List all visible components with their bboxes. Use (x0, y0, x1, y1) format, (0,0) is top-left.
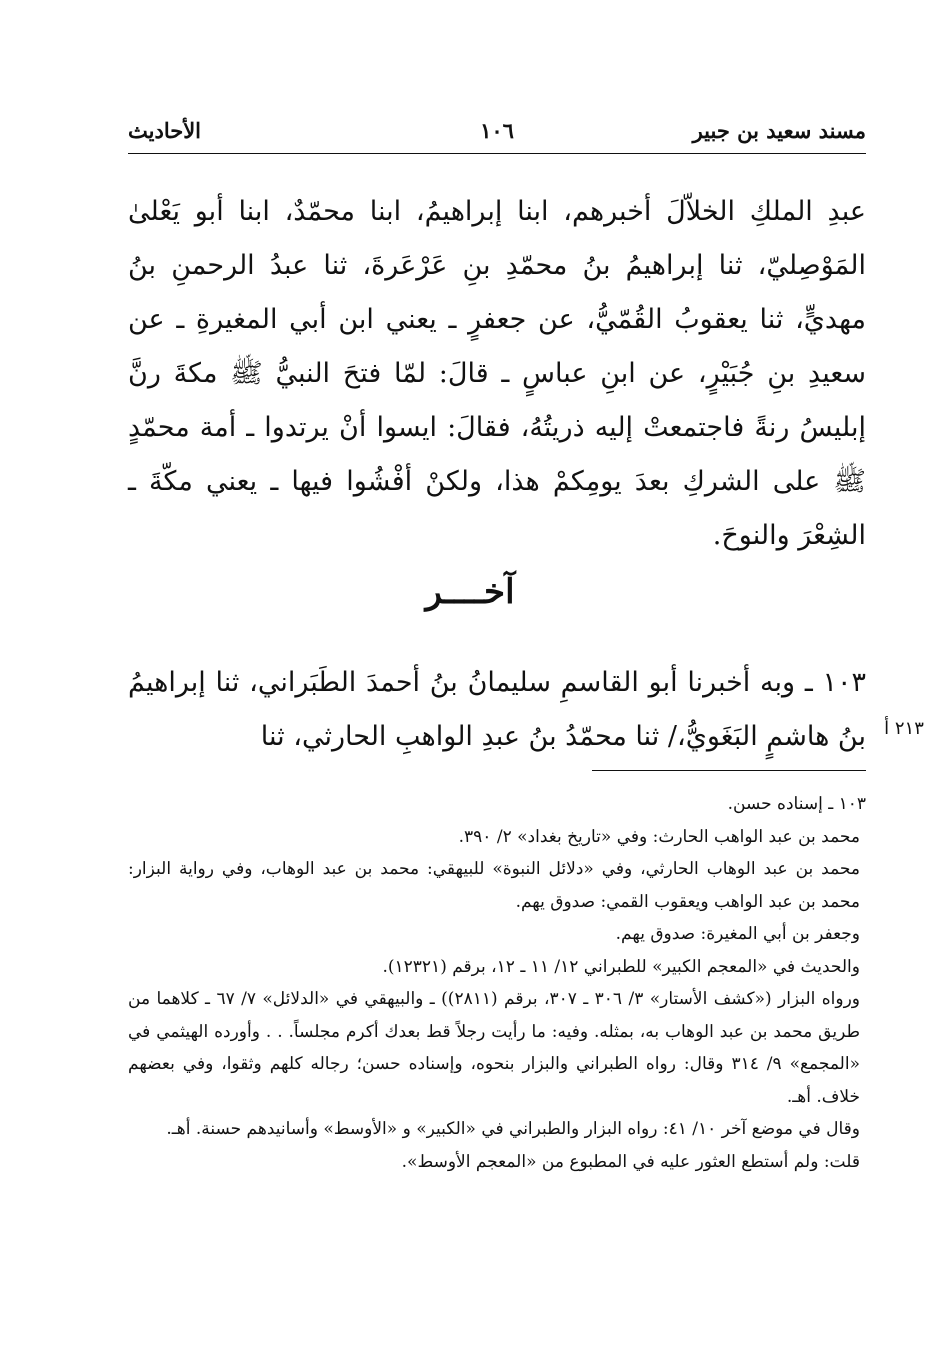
footnotes (128, 788, 866, 1178)
footnote-rule (592, 770, 866, 771)
footnote-line: والحديث في «المعجم الكبير» للطبراني ١٢/ ١١ ـ ١٢، برقم (١٢٣٢١). (382, 956, 860, 977)
hadith-text: ١٠٣ ـ وبه أخبرنا أبو القاسمِ سليمانُ بنُ أحمدَ الطَبَراني، ثنا إبراهيمُ بنُ هاشمٍ البَغَويُّ،/ ثنا محمّدُ بنُ عبدِ الواهبِ الحارثي، ثنا (128, 667, 866, 752)
footnote-line: قلت: ولم أستطع العثور عليه في المطبوع من «المعجم الأوسط». (401, 1151, 860, 1172)
footnote-line: ورواه البزار («كشف الأستار» ٣/ ٣٠٦ ـ ٣٠٧، برقم (٢٨١١)) ـ والبيهقي في «الدلائل» ٧/ ٦٧ ـ كلاهما من طريق محمد بن عبد الوهاب به، بمثله. وفيه: ما رأيت رجلاً قط بعدك أكرم مجلساً. . . وأورده الهيثمي في «المجمع» ٩/ ٣١٤ وقال: رواه الطبراني والبزار بنحوه، وإسناده حسن؛ رجاله كلهم وثقوا، وفي بعضهم خلاف. أهـ. (128, 989, 861, 1107)
footnote-line: وجعفر بن أبي المغيرة: صدوق يهم. (615, 924, 860, 944)
hadith-103 (128, 656, 866, 764)
manuscript-folio-note: ٢١٣ أ (884, 718, 924, 739)
book-title: مسند سعيد بن جبير (692, 118, 866, 143)
section-name: الأحاديث (128, 118, 202, 143)
footnote-line: محمد بن عبد الواهب الحارث: وفي «تاريخ بغداد» ٢/ ٣٩٠. (458, 826, 860, 847)
footnote-line: وقال في موضع آخر ١٠/ ٤١: رواه البزار والطبراني في «الكبير» و «الأوسط» وأسانيدهم حسنة. أهـ. (166, 1119, 860, 1139)
running-header (128, 118, 866, 150)
footnote-line: ١٠٣ ـ إسناده حسن. (727, 794, 866, 814)
header-rule (128, 153, 866, 154)
section-title: آخــــر (425, 572, 515, 612)
main-paragraph: عبدِ الملكِ الخلاّلَ أخبرهم، ابنا إبراهيمُ، ابنا محمّدٌ، ابنا أبو يَعْلىٰ المَوْصِليّ، ثنا إبراهيمُ بنُ محمّدِ بنِ عَرْعَرةَ، ثنا عبدُ الرحمنِ بنُ مهديٍّ، ثنا يعقوبُ القُمّيُّ، عن جعفرٍ ـ يعني ابن أبي المغيرةِ ـ عن سعيدِ بنِ جُبَيْرٍ، عن ابنِ عباسٍ ـ قالَ: لمّا فتحَ النبيُّ ﷺ مكةَ رنَّ إبليسُ رنةً فاجتمعتْ إليه ذريتُهُ، فقالَ: ايسوا أنْ يرتدوا ـ أمة محمّدٍ ﷺ على الشركِ بعدَ يومِكمْ هذا، ولكنْ أفْشُوا فيها ـ يعني مكّةَ ـ الشِعْرَ والنوحَ. (128, 196, 866, 551)
page-number: ١٠٦ (480, 118, 514, 143)
main-text (128, 185, 866, 563)
footnote-line: محمد بن عبد الوهاب الحارثي، وفي «دلائل النبوة» للبيهقي: محمد بن عبد الوهاب، وفي رواية البزار: محمد بن عبد الواهب ويعقوب القمي: صدوق يهم. (128, 859, 860, 912)
